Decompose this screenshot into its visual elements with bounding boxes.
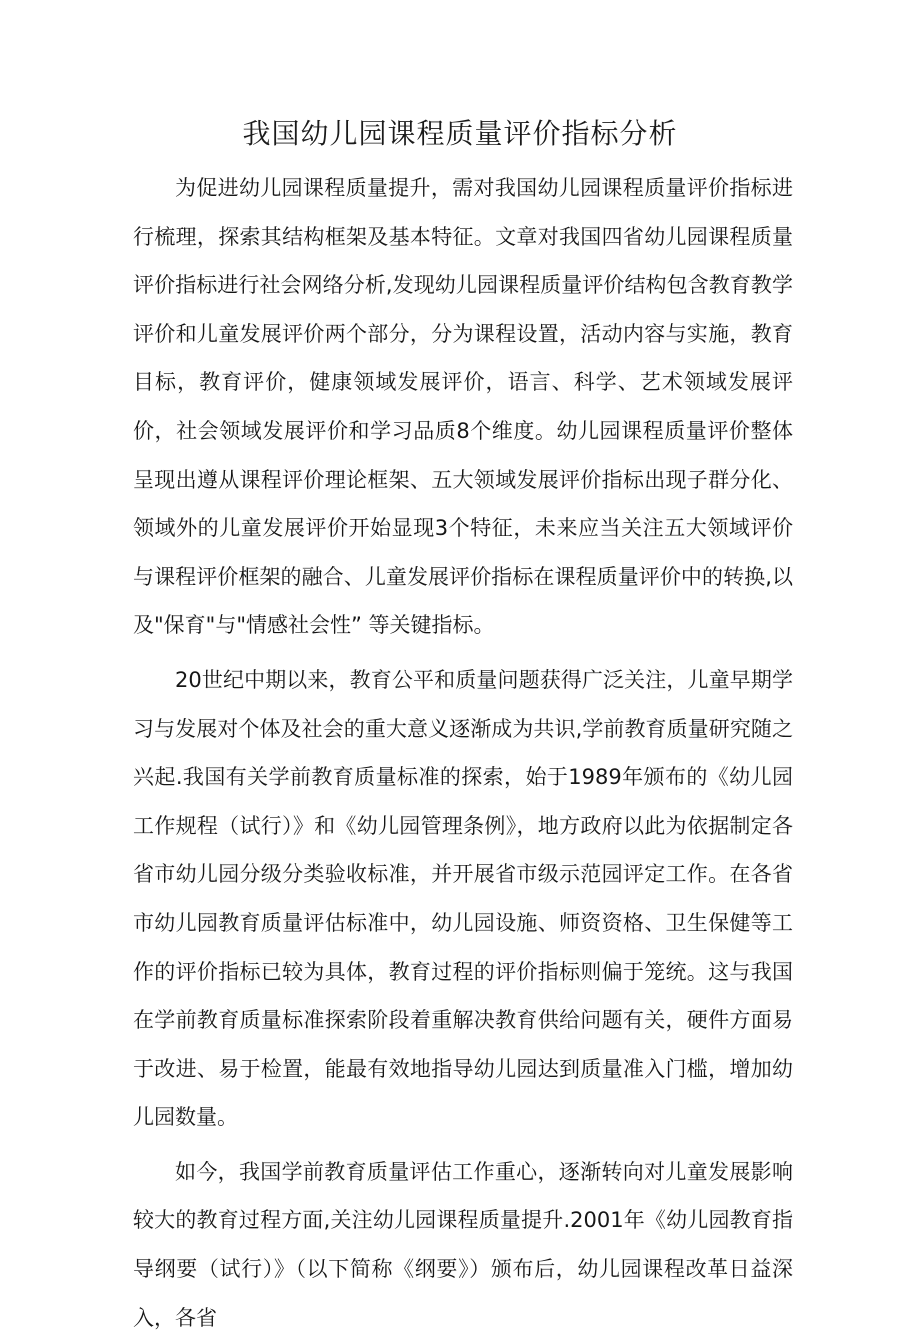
- paragraph-abstract: 为促进幼儿园课程质量提升，需对我国幼儿园课程质量评价指标进行梳理，探索其结构框架及基本特征。文章对我国四省幼儿园课程质量评价指标进行社会网络分析,发现幼儿园课程质量评价结构包含教育教学评价和儿童发展评价两个部分，分为课程设置，活动内容与实施，教育目标，教育评价，健康领域发展评价，语言、科学、艺术领域发展评价，社会领域发展评价和学习品质8个维度。幼儿园课程质量评价整体呈现出遵从课程评价理论框架、五大领域发展评价指标出现子群分化、领域外的儿童发展评价开始显现3个特征，未来应当关注五大领域评价与课程评价框架的融合、儿童发展评价指标在课程质量评价中的转换,以及"保育"与"情感社会性” 等关键指标。: [133, 176, 793, 638]
- paragraph-background: 20世纪中期以来，教育公平和质量问题获得广泛关注，儿童早期学习与发展对个体及社会的重大意义逐渐成为共识,学前教育质量研究随之兴起.我国有关学前教育质量标准的探索，始于1989年颁布的《幼儿园工作规程（试行）》和《幼儿园管理条例》，地方政府以此为依据制定各省市幼儿园分级分类验收标准，并开展省市级示范园评定工作。在各省市幼儿园教育质量评估标准中，幼儿园设施、师资资格、卫生保健等工作的评价指标已较为具体，教育过程的评价指标则偏于笼统。这与我国在学前教育质量标准探索阶段着重解决教育供给问题有关，硬件方面易于改进、易于检置，能最有效地指导幼儿园达到质量准入门槛，增加幼儿园数量。: [133, 667, 793, 1130]
- document-title: 我国幼儿园课程质量评价指标分析: [242, 117, 678, 150]
- paragraph-current: 如今，我国学前教育质量评估工作重心，逐渐转向对儿童发展影响较大的教育过程方面,关注幼儿园课程质量提升.2001年《幼儿园教育指导纲要（试行）》（以下简称《纲要》）颁布后，幼儿园课程改革日益深入，各省: [133, 1159, 793, 1330]
- document-body: [133, 164, 793, 1342]
